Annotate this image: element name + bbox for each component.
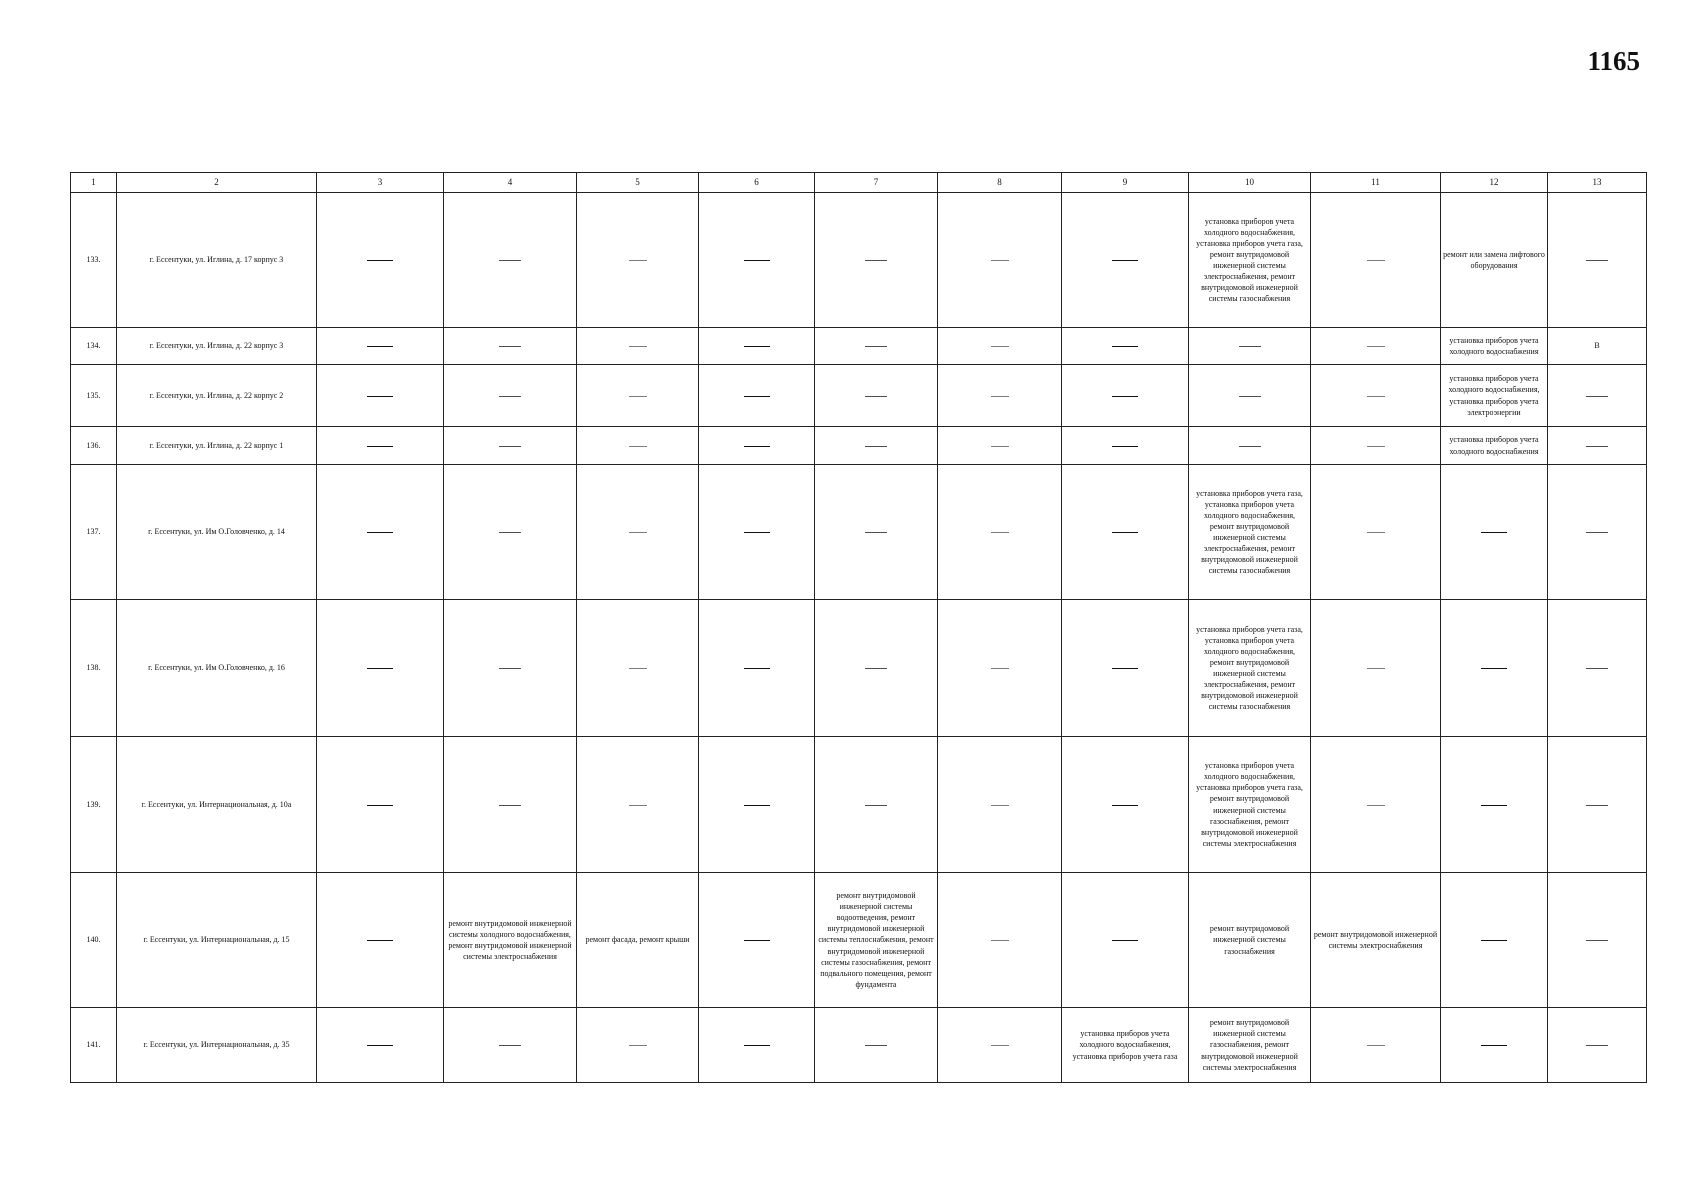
empty-dash-cell xyxy=(317,873,444,1008)
empty-dash-cell xyxy=(1062,193,1189,328)
dash-mark xyxy=(865,260,887,261)
address-cell: г. Ессентуки, ул. Иглина, д. 17 корпус 3 xyxy=(117,193,317,328)
empty-dash-cell xyxy=(444,193,577,328)
dash-mark xyxy=(367,532,393,533)
empty-dash-cell xyxy=(815,328,938,365)
work-type-cell xyxy=(1441,365,1548,427)
dash-mark xyxy=(1586,940,1608,941)
work-type-cell xyxy=(1189,465,1311,600)
dash-mark xyxy=(499,805,521,806)
row-number: 139. xyxy=(71,737,117,873)
work-type-cell xyxy=(815,873,938,1008)
empty-dash-cell xyxy=(815,193,938,328)
empty-dash-cell xyxy=(699,1008,815,1083)
dash-mark xyxy=(991,260,1009,261)
dash-mark xyxy=(499,446,521,447)
dash-mark xyxy=(1586,1045,1608,1046)
empty-dash-cell xyxy=(699,427,815,465)
empty-dash-cell xyxy=(317,193,444,328)
address-cell: г. Ессентуки, ул. Иглина, д. 22 корпус 2 xyxy=(117,365,317,427)
work-type-cell xyxy=(1441,328,1548,365)
column-header: 10 xyxy=(1189,173,1311,193)
dash-mark xyxy=(367,1045,393,1046)
empty-dash-cell xyxy=(1441,465,1548,600)
dash-mark xyxy=(1586,805,1608,806)
dash-mark xyxy=(629,532,647,533)
row-number: 133. xyxy=(71,193,117,328)
empty-dash-cell xyxy=(317,365,444,427)
empty-dash-cell xyxy=(938,600,1062,737)
empty-dash-cell xyxy=(1062,328,1189,365)
work-type-cell xyxy=(1189,193,1311,328)
empty-dash-cell xyxy=(1311,427,1441,465)
dash-mark xyxy=(1367,805,1385,806)
empty-dash-cell xyxy=(1062,600,1189,737)
dash-mark xyxy=(1112,396,1138,397)
row-number: 138. xyxy=(71,600,117,737)
empty-dash-cell xyxy=(938,365,1062,427)
dash-mark xyxy=(1112,668,1138,669)
empty-dash-cell xyxy=(815,427,938,465)
dash-mark xyxy=(629,668,647,669)
dash-mark xyxy=(1586,260,1608,261)
dash-mark xyxy=(1481,668,1507,669)
empty-dash-cell xyxy=(1548,465,1647,600)
dash-mark xyxy=(367,346,393,347)
dash-mark xyxy=(744,1045,770,1046)
work-type-text: установка приборов учета холодного водоснабжения xyxy=(1449,435,1539,456)
work-type-text: установка приборов учета газа, установка приборов учета холодного водоснабжения, ремонт внутридомовой инженерной системы электроснабжения, ремонт внутридомовой инженерной системы газоснабжения xyxy=(1196,624,1303,712)
dash-mark xyxy=(1367,346,1385,347)
address-cell: г. Ессентуки, ул. Иглина, д. 22 корпус 1 xyxy=(117,427,317,465)
dash-mark xyxy=(991,396,1009,397)
dash-mark xyxy=(991,668,1009,669)
empty-dash-cell xyxy=(1311,465,1441,600)
work-type-text: установка приборов учета холодного водоснабжения, установка приборов учета газа, ремонт внутридомовой инженерной системы газоснабжения, ремонт внутридомовой инженерной системы электроснабжения xyxy=(1196,761,1303,848)
table-row xyxy=(71,328,1647,365)
row-number: 141. xyxy=(71,1008,117,1083)
dash-mark xyxy=(744,396,770,397)
column-header: 11 xyxy=(1311,173,1441,193)
empty-dash-cell xyxy=(317,737,444,873)
work-type-cell xyxy=(577,873,699,1008)
column-header: 2 xyxy=(117,173,317,193)
dash-mark xyxy=(744,446,770,447)
empty-dash-cell xyxy=(938,193,1062,328)
empty-dash-cell xyxy=(938,427,1062,465)
dash-mark xyxy=(1586,532,1608,533)
work-type-text: установка приборов учета холодного водоснабжения xyxy=(1449,335,1539,356)
empty-dash-cell xyxy=(317,465,444,600)
work-type-cell xyxy=(1189,737,1311,873)
empty-dash-cell xyxy=(1548,1008,1647,1083)
work-type-text: В xyxy=(1594,341,1600,351)
dash-mark xyxy=(991,532,1009,533)
dash-mark xyxy=(991,346,1009,347)
empty-dash-cell xyxy=(1311,1008,1441,1083)
dash-mark xyxy=(865,446,887,447)
empty-dash-cell xyxy=(1548,600,1647,737)
dash-mark xyxy=(1586,396,1608,397)
dash-mark xyxy=(744,805,770,806)
dash-mark xyxy=(991,1045,1009,1046)
empty-dash-cell xyxy=(577,1008,699,1083)
work-type-text: установка приборов учета газа, установка приборов учета холодного водоснабжения, ремонт внутридомовой инженерной системы электроснабжения, ремонт внутридомовой инженерной системы газоснабжения xyxy=(1196,488,1303,576)
dash-mark xyxy=(499,1045,521,1046)
address-cell: г. Ессентуки, ул. Интернациональная, д. 35 xyxy=(117,1008,317,1083)
empty-dash-cell xyxy=(1548,737,1647,873)
empty-dash-cell xyxy=(444,427,577,465)
work-type-text: ремонт внутридомовой инженерной системы электроснабжения xyxy=(1313,929,1438,950)
dash-mark xyxy=(367,940,393,941)
empty-dash-cell xyxy=(699,465,815,600)
work-type-text: ремонт внутридомовой инженерной системы водоотведения, ремонт внутридомовой инженерной системы теплоснабжения, ремонт внутридомовой инженерной системы газоснабжения, ремонт подвального помещения, ремонт фундамента xyxy=(818,891,934,989)
dash-mark xyxy=(865,668,887,669)
empty-dash-cell xyxy=(1062,737,1189,873)
empty-dash-cell xyxy=(577,365,699,427)
column-header: 8 xyxy=(938,173,1062,193)
empty-dash-cell xyxy=(699,365,815,427)
column-header: 1 xyxy=(71,173,117,193)
work-type-cell xyxy=(1189,1008,1311,1083)
empty-dash-cell xyxy=(1062,365,1189,427)
empty-dash-cell xyxy=(1548,193,1647,328)
dash-mark xyxy=(1239,346,1261,347)
dash-mark xyxy=(499,532,521,533)
table-row xyxy=(71,737,1647,873)
dash-mark xyxy=(1112,532,1138,533)
dash-mark xyxy=(1481,1045,1507,1046)
empty-dash-cell xyxy=(1441,600,1548,737)
empty-dash-cell xyxy=(317,427,444,465)
dash-mark xyxy=(1239,396,1261,397)
empty-dash-cell xyxy=(577,737,699,873)
empty-dash-cell xyxy=(444,600,577,737)
empty-dash-cell xyxy=(1311,193,1441,328)
empty-dash-cell xyxy=(938,328,1062,365)
empty-dash-cell xyxy=(938,737,1062,873)
dash-mark xyxy=(1367,446,1385,447)
table-row xyxy=(71,1008,1647,1083)
empty-dash-cell xyxy=(577,465,699,600)
work-type-text: ремонт внутридомовой инженерной системы газоснабжения xyxy=(1209,924,1290,956)
empty-dash-cell xyxy=(1548,427,1647,465)
work-type-cell xyxy=(1189,600,1311,737)
work-type-text: ремонт или замена лифтового оборудования xyxy=(1443,249,1545,270)
empty-dash-cell xyxy=(699,193,815,328)
dash-mark xyxy=(367,260,393,261)
dash-mark xyxy=(1367,668,1385,669)
work-type-cell xyxy=(444,873,577,1008)
row-number: 136. xyxy=(71,427,117,465)
work-type-cell xyxy=(1062,1008,1189,1083)
dash-mark xyxy=(865,1045,887,1046)
empty-dash-cell xyxy=(815,1008,938,1083)
work-type-text: ремонт внутридомовой инженерной системы газоснабжения, ремонт внутридомовой инженерной системы электроснабжения xyxy=(1201,1018,1298,1072)
dash-mark xyxy=(991,446,1009,447)
work-type-cell xyxy=(1441,193,1548,328)
empty-dash-cell xyxy=(938,1008,1062,1083)
header-row xyxy=(71,173,1647,193)
dash-mark xyxy=(367,446,393,447)
dash-mark xyxy=(1112,346,1138,347)
dash-mark xyxy=(744,940,770,941)
empty-dash-cell xyxy=(1189,328,1311,365)
empty-dash-cell xyxy=(1311,600,1441,737)
table-row xyxy=(71,873,1647,1008)
empty-dash-cell xyxy=(444,365,577,427)
dash-mark xyxy=(1367,1045,1385,1046)
work-type-text: ремонт внутридомовой инженерной системы холодного водоснабжения, ремонт внутридомовой инженерной системы электроснабжения xyxy=(448,918,572,962)
row-number: 135. xyxy=(71,365,117,427)
empty-dash-cell xyxy=(1441,737,1548,873)
dash-mark xyxy=(865,532,887,533)
empty-dash-cell xyxy=(577,600,699,737)
empty-dash-cell xyxy=(815,737,938,873)
dash-mark xyxy=(744,346,770,347)
work-type-cell xyxy=(1441,427,1548,465)
address-cell: г. Ессентуки, ул. Интернациональная, д. 15 xyxy=(117,873,317,1008)
column-header: 7 xyxy=(815,173,938,193)
table-row xyxy=(71,365,1647,427)
work-type-cell xyxy=(1548,328,1647,365)
dash-mark xyxy=(1586,668,1608,669)
column-header: 13 xyxy=(1548,173,1647,193)
empty-dash-cell xyxy=(699,737,815,873)
dash-mark xyxy=(367,668,393,669)
address-cell: г. Ессентуки, ул. Иглина, д. 22 корпус 3 xyxy=(117,328,317,365)
column-header: 5 xyxy=(577,173,699,193)
empty-dash-cell xyxy=(815,600,938,737)
empty-dash-cell xyxy=(1548,365,1647,427)
dash-mark xyxy=(629,260,647,261)
dash-mark xyxy=(1239,446,1261,447)
column-header: 9 xyxy=(1062,173,1189,193)
empty-dash-cell xyxy=(1062,465,1189,600)
dash-mark xyxy=(1112,260,1138,261)
empty-dash-cell xyxy=(699,328,815,365)
dash-mark xyxy=(991,940,1009,941)
dash-mark xyxy=(629,805,647,806)
dash-mark xyxy=(1586,446,1608,447)
empty-dash-cell xyxy=(317,328,444,365)
column-header: 12 xyxy=(1441,173,1548,193)
empty-dash-cell xyxy=(1548,873,1647,1008)
dash-mark xyxy=(1112,940,1138,941)
empty-dash-cell xyxy=(317,1008,444,1083)
work-type-text: ремонт фасада, ремонт крыши xyxy=(585,935,690,945)
table-row xyxy=(71,600,1647,737)
empty-dash-cell xyxy=(1062,873,1189,1008)
table-row xyxy=(71,465,1647,600)
empty-dash-cell xyxy=(1062,427,1189,465)
page-number: 1165 xyxy=(1587,46,1640,76)
empty-dash-cell xyxy=(1311,328,1441,365)
row-number: 137. xyxy=(71,465,117,600)
row-number: 134. xyxy=(71,328,117,365)
empty-dash-cell xyxy=(317,600,444,737)
dash-mark xyxy=(1112,805,1138,806)
empty-dash-cell xyxy=(1189,365,1311,427)
dash-mark xyxy=(629,396,647,397)
table-row xyxy=(71,193,1647,328)
dash-mark xyxy=(499,396,521,397)
address-cell: г. Ессентуки, ул. Интернациональная, д. 10а xyxy=(117,737,317,873)
work-type-cell xyxy=(1311,873,1441,1008)
address-cell: г. Ессентуки, ул. Им О.Головченко, д. 16 xyxy=(117,600,317,737)
dash-mark xyxy=(991,805,1009,806)
dash-mark xyxy=(865,346,887,347)
work-type-cell xyxy=(1189,873,1311,1008)
dash-mark xyxy=(865,396,887,397)
dash-mark xyxy=(1367,532,1385,533)
empty-dash-cell xyxy=(444,328,577,365)
dash-mark xyxy=(499,260,521,261)
dash-mark xyxy=(1481,940,1507,941)
empty-dash-cell xyxy=(815,365,938,427)
dash-mark xyxy=(865,805,887,806)
address-cell: г. Ессентуки, ул. Им О.Головченко, д. 14 xyxy=(117,465,317,600)
dash-mark xyxy=(499,668,521,669)
dash-mark xyxy=(744,532,770,533)
empty-dash-cell xyxy=(699,873,815,1008)
column-header: 3 xyxy=(317,173,444,193)
dash-mark xyxy=(1112,446,1138,447)
empty-dash-cell xyxy=(577,193,699,328)
empty-dash-cell xyxy=(938,873,1062,1008)
empty-dash-cell xyxy=(1311,365,1441,427)
dash-mark xyxy=(367,396,393,397)
empty-dash-cell xyxy=(1441,1008,1548,1083)
empty-dash-cell xyxy=(699,600,815,737)
dash-mark xyxy=(629,346,647,347)
empty-dash-cell xyxy=(1311,737,1441,873)
empty-dash-cell xyxy=(444,465,577,600)
empty-dash-cell xyxy=(1441,873,1548,1008)
work-type-text: установка приборов учета холодного водоснабжения, установка приборов учета электроэнергии xyxy=(1448,374,1540,417)
dash-mark xyxy=(1367,260,1385,261)
column-header: 4 xyxy=(444,173,577,193)
empty-dash-cell xyxy=(1189,427,1311,465)
dash-mark xyxy=(629,446,647,447)
empty-dash-cell xyxy=(444,1008,577,1083)
repair-schedule-table xyxy=(70,172,1647,1083)
dash-mark xyxy=(1481,532,1507,533)
dash-mark xyxy=(744,668,770,669)
dash-mark xyxy=(1367,396,1385,397)
empty-dash-cell xyxy=(444,737,577,873)
dash-mark xyxy=(744,260,770,261)
empty-dash-cell xyxy=(815,465,938,600)
empty-dash-cell xyxy=(577,427,699,465)
row-number: 140. xyxy=(71,873,117,1008)
table-row xyxy=(71,427,1647,465)
work-type-text: установка приборов учета холодного водоснабжения, установка приборов учета газа, ремонт внутридомовой инженерной системы электроснабжения, ремонт внутридомовой инженерной системы газоснабжения xyxy=(1196,216,1303,304)
dash-mark xyxy=(1481,805,1507,806)
dash-mark xyxy=(499,346,521,347)
work-type-text: установка приборов учета холодного водоснабжения, установка приборов учета газа xyxy=(1072,1029,1178,1061)
column-header: 6 xyxy=(699,173,815,193)
empty-dash-cell xyxy=(938,465,1062,600)
empty-dash-cell xyxy=(577,328,699,365)
dash-mark xyxy=(629,1045,647,1046)
dash-mark xyxy=(367,805,393,806)
